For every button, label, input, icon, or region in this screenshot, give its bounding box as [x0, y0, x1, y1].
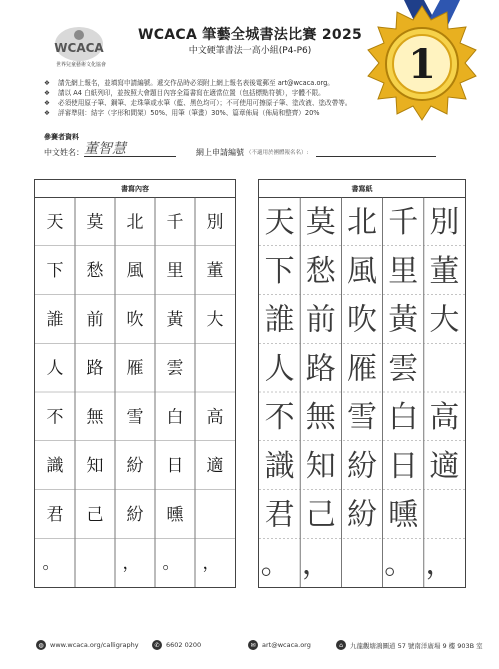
handwritten-character: 吹	[347, 302, 377, 338]
handwritten-character: 莫	[305, 205, 336, 241]
handwritten-character: ，	[301, 546, 332, 582]
printed-character: 。	[162, 553, 180, 574]
gold-medal-icon	[352, 0, 492, 140]
handwritten-character: 人	[264, 351, 295, 387]
page-subtitle: 中文硬筆書法一高小組(P4-P6)	[188, 46, 312, 56]
handwritten-character: 無	[305, 400, 336, 436]
application-number-field[interactable]	[316, 156, 436, 157]
application-number-label: 網上申請編號	[196, 148, 244, 157]
handwritten-character: 別	[429, 205, 460, 241]
printed-character: 曛	[166, 504, 184, 525]
printed-character: 無	[86, 407, 104, 428]
printed-character: 黃	[166, 309, 184, 330]
handwritten-character: 己	[305, 497, 336, 533]
handwritten-character: 君	[264, 497, 295, 533]
rule-item: ❖ 請先網上報名，並填寫申請編號。遞交作品時必須附上網上報名表後電郵至 art@wcaca.org。	[44, 79, 334, 87]
name-field[interactable]: 董智慧	[84, 138, 176, 157]
footer-website[interactable]: ◍ www.wcaca.org/calligraphy	[36, 640, 139, 650]
printed-character: 紛	[126, 504, 144, 525]
writing-panel	[258, 179, 466, 588]
handwritten-character: 董	[429, 253, 460, 289]
printed-character: 人	[46, 358, 64, 379]
name-label: 中文姓名：	[44, 148, 84, 157]
handwritten-character: 紛	[347, 448, 377, 484]
rule-item: ❖ 必須使用原子筆、鋼筆、走珠筆或水筆（藍、黑色均可）；不可使用可擦原子筆、塗改液、塗改帶等。	[44, 99, 352, 107]
medal-rank: 1	[408, 41, 436, 88]
printed-character: 知	[86, 456, 104, 477]
content-grid	[35, 197, 235, 587]
printed-character: 下	[46, 261, 64, 282]
printed-character: 適	[206, 456, 224, 477]
handwritten-character: 前	[305, 302, 336, 338]
printed-character: 雲	[166, 358, 184, 379]
printed-character: 雁	[126, 358, 144, 379]
printed-character: 君	[46, 504, 64, 525]
writing-panel-title: 書寫紙	[259, 180, 465, 198]
printed-character: 里	[166, 261, 184, 282]
printed-character: 己	[86, 504, 104, 525]
printed-character: 北	[126, 212, 144, 233]
printed-character: 日	[166, 456, 184, 477]
logo-text: WCACA	[54, 41, 104, 55]
handwritten-character: 千	[388, 205, 419, 241]
participant-heading: 參賽者資料	[44, 133, 79, 141]
printed-character: 吹	[126, 309, 144, 330]
printed-character: 白	[166, 407, 184, 428]
handwritten-character: 路	[305, 351, 336, 387]
footer-address: ⌂ 九龍觀塘鴻圖道 57 號南洋廣場 9 樓 903B 室	[336, 640, 483, 650]
printed-character: 路	[86, 358, 104, 379]
handwritten-character: 北	[347, 205, 377, 241]
printed-character: 。	[42, 553, 60, 574]
handwritten-character: 大	[429, 302, 460, 338]
email-icon: ✉	[248, 640, 258, 650]
printed-character: 別	[206, 212, 224, 233]
handwritten-character: 風	[347, 253, 377, 289]
printed-character: 紛	[126, 456, 144, 477]
rules-list	[44, 78, 384, 118]
handwritten-character: 日	[388, 448, 419, 484]
handwritten-character: 。	[260, 546, 291, 582]
handwritten-character: 雪	[347, 400, 377, 436]
rule-item: ❖ 評審準則：結字（字形和間架）50%、用筆（筆畫）30%、篇章佈局（佈局和整齊）20%	[44, 109, 320, 117]
handwritten-character: 適	[429, 448, 460, 484]
printed-character: 風	[126, 261, 144, 282]
printed-character: 誰	[46, 309, 64, 330]
printed-character: 大	[206, 309, 224, 330]
rule-item: ❖ 請以 A4 白紙列印，並按照大會題目內容全篇書寫在適當位置（包括標點符號），字體不限。	[44, 89, 325, 97]
handwritten-character: 曛	[388, 497, 419, 533]
printed-character: 識	[46, 456, 64, 477]
handwritten-character: 雁	[347, 351, 377, 387]
footer-phone: ✆ 6602 0200	[152, 640, 201, 650]
handwritten-character: 識	[264, 448, 295, 484]
handwritten-character: 雲	[388, 351, 419, 387]
handwritten-character: 愁	[305, 253, 336, 289]
handwritten-character: 下	[264, 253, 295, 289]
content-panel	[34, 179, 236, 588]
handwritten-character: 。	[384, 546, 415, 582]
handwritten-character: 知	[305, 448, 336, 484]
location-icon: ⌂	[336, 640, 346, 650]
printed-character: 愁	[86, 261, 104, 282]
handwritten-character: 紛	[347, 497, 377, 533]
footer-email[interactable]: ✉ art@wcaca.org	[248, 640, 311, 650]
handwritten-character: ，	[425, 546, 456, 582]
application-number-note: （不適用於團體報名名）:	[246, 150, 309, 156]
page-title: WCACA 筆藝全城書法比賽 2025	[137, 27, 363, 43]
handwritten-character: 白	[388, 400, 419, 436]
writing-grid	[259, 197, 465, 587]
handwritten-character: 不	[264, 400, 295, 436]
printed-character: 高	[206, 407, 224, 428]
handwritten-character: 誰	[264, 302, 295, 338]
printed-character: 前	[86, 309, 104, 330]
printed-character: ，	[202, 553, 220, 574]
phone-icon: ✆	[152, 640, 162, 650]
printed-character: 千	[166, 212, 184, 233]
printed-character: 天	[46, 212, 64, 233]
footer	[20, 640, 483, 654]
printed-character: 雪	[126, 407, 144, 428]
printed-character: 董	[206, 261, 224, 282]
handwritten-character: 高	[429, 400, 460, 436]
printed-character: ，	[122, 553, 140, 574]
globe-icon: ◍	[36, 640, 46, 650]
printed-character: 莫	[86, 212, 104, 233]
organization-name: 世界兒童藝術文化協會	[55, 62, 106, 68]
handwritten-character: 黃	[388, 302, 419, 338]
printed-character: 不	[46, 407, 64, 428]
content-panel-title: 書寫內容	[35, 180, 235, 198]
handwritten-character: 天	[264, 205, 295, 241]
handwritten-character: 里	[388, 253, 419, 289]
